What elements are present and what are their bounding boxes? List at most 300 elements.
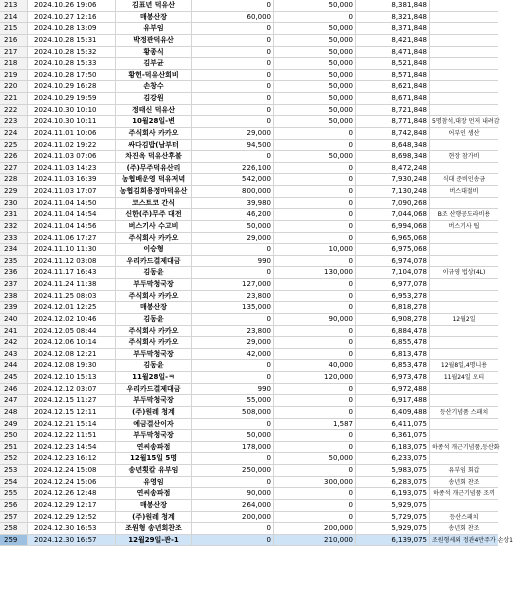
table-row[interactable] [0,372,498,384]
row-number[interactable]: 226 [0,151,28,163]
withdrawal-cell[interactable]: 29,000 [192,128,274,140]
balance-cell[interactable]: 6,361,075 [356,430,430,442]
deposit-cell[interactable]: 40,000 [274,360,356,372]
row-number[interactable]: 252 [0,453,28,465]
row-number[interactable]: 251 [0,442,28,454]
date-cell[interactable]: 2024.10.27 12:16 [28,12,116,24]
row-number[interactable]: 233 [0,233,28,245]
date-cell[interactable]: 2024.12.15 12:11 [28,407,116,419]
deposit-cell[interactable]: 50,000 [274,70,356,82]
balance-cell[interactable]: 5,983,075 [356,465,430,477]
note-cell[interactable] [430,23,498,35]
deposit-cell[interactable]: 130,000 [274,267,356,279]
table-row[interactable] [0,163,498,175]
description-cell[interactable]: (주)무주덕유산리 [116,163,192,175]
note-cell[interactable] [430,163,498,175]
description-cell[interactable]: 황종식 [116,47,192,59]
description-cell[interactable]: 매봉산장 [116,12,192,24]
balance-cell[interactable]: 6,139,075 [356,535,430,547]
balance-cell[interactable]: 8,472,248 [356,163,430,175]
row-number[interactable]: 248 [0,407,28,419]
deposit-cell[interactable]: 0 [274,430,356,442]
date-cell[interactable]: 2024.11.04 14:54 [28,209,116,221]
date-cell[interactable]: 2024.12.30 16:57 [28,535,116,547]
note-cell[interactable]: B조 산행공도라비용 [430,209,498,221]
balance-cell[interactable]: 8,742,848 [356,128,430,140]
note-cell[interactable]: 유부임 회갑 [430,465,498,477]
balance-cell[interactable]: 8,521,848 [356,58,430,70]
row-number[interactable]: 217 [0,47,28,59]
description-cell[interactable]: 차진옥 덕유산후불 [116,151,192,163]
deposit-cell[interactable]: 50,000 [274,35,356,47]
table-row[interactable] [0,291,498,303]
table-row[interactable] [0,349,498,361]
table-row[interactable] [0,419,498,431]
date-cell[interactable]: 2024.12.02 10:46 [28,314,116,326]
balance-cell[interactable]: 6,973,478 [356,372,430,384]
description-cell[interactable]: 주식회사 카카오 [116,128,192,140]
note-cell[interactable] [430,337,498,349]
note-cell[interactable] [430,384,498,396]
withdrawal-cell[interactable]: 542,000 [192,174,274,186]
withdrawal-cell[interactable]: 990 [192,256,274,268]
row-number[interactable]: 222 [0,105,28,117]
date-cell[interactable]: 2024.12.10 15:13 [28,372,116,384]
note-cell[interactable]: 현장 참가비 [430,151,498,163]
table-row[interactable] [0,35,498,47]
deposit-cell[interactable]: 200,000 [274,523,356,535]
table-row[interactable] [0,523,498,535]
description-cell[interactable]: 김부균 [116,58,192,70]
description-cell[interactable]: 11월28일-ㅋ [116,372,192,384]
description-cell[interactable]: 조원형 송년회찬조 [116,523,192,535]
deposit-cell[interactable]: 50,000 [274,58,356,70]
withdrawal-cell[interactable]: 0 [192,419,274,431]
date-cell[interactable]: 2024.10.29 16:28 [28,81,116,93]
table-row[interactable] [0,12,498,24]
balance-cell[interactable]: 8,648,348 [356,140,430,152]
table-row[interactable] [0,488,498,500]
note-cell[interactable] [430,81,498,93]
note-cell[interactable] [430,0,498,12]
date-cell[interactable]: 2024.12.29 12:52 [28,512,116,524]
row-number[interactable]: 234 [0,244,28,256]
deposit-cell[interactable]: 1,587 [274,419,356,431]
balance-cell[interactable]: 6,283,075 [356,477,430,489]
deposit-cell[interactable]: 0 [274,209,356,221]
date-cell[interactable]: 2024.11.06 17:27 [28,233,116,245]
note-cell[interactable] [430,140,498,152]
withdrawal-cell[interactable]: 226,100 [192,163,274,175]
balance-cell[interactable]: 8,421,848 [356,35,430,47]
balance-cell[interactable]: 5,729,075 [356,512,430,524]
description-cell[interactable]: 농협배운영 덕유저녁 [116,174,192,186]
table-row[interactable] [0,140,498,152]
table-row[interactable] [0,512,498,524]
description-cell[interactable]: 주식회사 카카오 [116,326,192,338]
date-cell[interactable]: 2024.10.26 19:06 [28,0,116,12]
description-cell[interactable]: 손창수 [116,81,192,93]
description-cell[interactable]: 유영임 [116,477,192,489]
row-number[interactable]: 213 [0,0,28,12]
date-cell[interactable]: 2024.10.28 15:31 [28,35,116,47]
date-cell[interactable]: 2024.11.03 07:06 [28,151,116,163]
date-cell[interactable]: 2024.11.02 19:22 [28,140,116,152]
deposit-cell[interactable]: 0 [274,337,356,349]
note-cell[interactable]: 송년회 찬조 [430,477,498,489]
withdrawal-cell[interactable]: 0 [192,81,274,93]
description-cell[interactable]: 주식회사 카카오 [116,233,192,245]
note-cell[interactable] [430,302,498,314]
deposit-cell[interactable]: 0 [274,349,356,361]
date-cell[interactable]: 2024.11.10 11:30 [28,244,116,256]
withdrawal-cell[interactable]: 200,000 [192,512,274,524]
balance-cell[interactable]: 6,965,068 [356,233,430,245]
row-number[interactable]: 221 [0,93,28,105]
withdrawal-cell[interactable]: 0 [192,360,274,372]
withdrawal-cell[interactable]: 264,000 [192,500,274,512]
date-cell[interactable]: 2024.12.01 12:25 [28,302,116,314]
withdrawal-cell[interactable]: 23,800 [192,291,274,303]
deposit-cell[interactable]: 90,000 [274,314,356,326]
note-cell[interactable]: 11월24일 오티 [430,372,498,384]
withdrawal-cell[interactable]: 127,000 [192,279,274,291]
row-number[interactable]: 229 [0,186,28,198]
balance-cell[interactable]: 8,621,848 [356,81,430,93]
withdrawal-cell[interactable]: 800,000 [192,186,274,198]
note-cell[interactable] [430,326,498,338]
table-row[interactable] [0,360,498,372]
withdrawal-cell[interactable]: 178,000 [192,442,274,454]
note-cell[interactable] [430,395,498,407]
withdrawal-cell[interactable]: 0 [192,116,274,128]
row-number[interactable]: 232 [0,221,28,233]
date-cell[interactable]: 2024.10.28 15:32 [28,47,116,59]
table-row[interactable] [0,407,498,419]
table-row[interactable] [0,58,498,70]
note-cell[interactable] [430,430,498,442]
deposit-cell[interactable]: 0 [274,395,356,407]
balance-cell[interactable]: 7,044,068 [356,209,430,221]
row-number[interactable]: 236 [0,267,28,279]
description-cell[interactable]: 부두막청국장 [116,395,192,407]
table-row[interactable] [0,221,498,233]
date-cell[interactable]: 2024.12.24 15:06 [28,477,116,489]
description-cell[interactable]: 주식회사 카카오 [116,337,192,349]
description-cell[interactable]: 싸다김밥(남부터 [116,140,192,152]
table-row[interactable] [0,477,498,489]
note-cell[interactable]: 어부인 생산 [430,128,498,140]
date-cell[interactable]: 2024.10.30 10:11 [28,116,116,128]
deposit-cell[interactable]: 0 [274,500,356,512]
description-cell[interactable]: 매봉산장 [116,302,192,314]
withdrawal-cell[interactable]: 0 [192,0,274,12]
note-cell[interactable] [430,58,498,70]
withdrawal-cell[interactable]: 0 [192,47,274,59]
table-row[interactable] [0,337,498,349]
row-number[interactable]: 244 [0,360,28,372]
balance-cell[interactable]: 8,721,848 [356,105,430,117]
row-number[interactable]: 230 [0,198,28,210]
note-cell[interactable] [430,244,498,256]
table-row[interactable] [0,186,498,198]
balance-cell[interactable]: 5,929,075 [356,523,430,535]
date-cell[interactable]: 2024.11.17 16:43 [28,267,116,279]
row-number[interactable]: 257 [0,512,28,524]
balance-cell[interactable]: 6,853,478 [356,360,430,372]
note-cell[interactable]: 송년회 찬조 [430,523,498,535]
table-row[interactable] [0,23,498,35]
note-cell[interactable] [430,47,498,59]
withdrawal-cell[interactable]: 29,000 [192,337,274,349]
description-cell[interactable]: 부두막청국장 [116,430,192,442]
deposit-cell[interactable]: 0 [274,12,356,24]
withdrawal-cell[interactable]: 55,000 [192,395,274,407]
table-row[interactable] [0,442,498,454]
table-row[interactable] [0,465,498,477]
balance-cell[interactable]: 6,233,075 [356,453,430,465]
deposit-cell[interactable]: 50,000 [274,47,356,59]
balance-cell[interactable]: 6,855,478 [356,337,430,349]
date-cell[interactable]: 2024.11.04 14:50 [28,198,116,210]
deposit-cell[interactable]: 0 [274,291,356,303]
deposit-cell[interactable]: 0 [274,186,356,198]
deposit-cell[interactable]: 0 [274,442,356,454]
withdrawal-cell[interactable]: 50,000 [192,221,274,233]
date-cell[interactable]: 2024.11.25 08:03 [28,291,116,303]
withdrawal-cell[interactable]: 0 [192,58,274,70]
withdrawal-cell[interactable]: 0 [192,244,274,256]
description-cell[interactable]: 버스기사 수고비 [116,221,192,233]
deposit-cell[interactable]: 0 [274,174,356,186]
balance-cell[interactable]: 6,994,068 [356,221,430,233]
date-cell[interactable]: 2024.11.03 14:23 [28,163,116,175]
withdrawal-cell[interactable]: 50,000 [192,430,274,442]
deposit-cell[interactable]: 0 [274,384,356,396]
description-cell[interactable]: (주)원레 청계 [116,407,192,419]
table-row[interactable] [0,70,498,82]
description-cell[interactable]: 주식회사 카카오 [116,291,192,303]
description-cell[interactable]: 김강원 [116,93,192,105]
withdrawal-cell[interactable]: 0 [192,535,274,547]
balance-cell[interactable]: 8,381,848 [356,0,430,12]
note-cell[interactable] [430,256,498,268]
withdrawal-cell[interactable]: 0 [192,477,274,489]
note-cell[interactable] [430,279,498,291]
description-cell[interactable]: 농협김희용정마덕유산 [116,186,192,198]
deposit-cell[interactable]: 0 [274,512,356,524]
table-row[interactable] [0,326,498,338]
description-cell[interactable]: (주)원레 청계 [116,512,192,524]
description-cell[interactable]: 김동윤 [116,360,192,372]
balance-cell[interactable]: 6,409,488 [356,407,430,419]
date-cell[interactable]: 2024.12.22 11:51 [28,430,116,442]
balance-cell[interactable]: 6,908,278 [356,314,430,326]
withdrawal-cell[interactable]: 0 [192,523,274,535]
row-number[interactable]: 228 [0,174,28,186]
deposit-cell[interactable]: 0 [274,163,356,175]
description-cell[interactable]: 신한(주)무주 대전 [116,209,192,221]
description-cell[interactable]: 매봉산장 [116,500,192,512]
date-cell[interactable]: 2024.11.01 10:06 [28,128,116,140]
date-cell[interactable]: 2024.11.03 17:07 [28,186,116,198]
note-cell[interactable]: 식대 준비인송금 [430,174,498,186]
date-cell[interactable]: 2024.11.03 16:39 [28,174,116,186]
row-number[interactable]: 238 [0,291,28,303]
note-cell[interactable] [430,198,498,210]
withdrawal-cell[interactable]: 42,000 [192,349,274,361]
description-cell[interactable]: 부두막청국장 [116,279,192,291]
description-cell[interactable]: 12월15일 5명 [116,453,192,465]
description-cell[interactable]: 송년횟칼 유부임 [116,465,192,477]
description-cell[interactable]: 김동윤 [116,314,192,326]
balance-cell[interactable]: 8,571,848 [356,70,430,82]
row-number[interactable]: 245 [0,372,28,384]
deposit-cell[interactable]: 50,000 [274,453,356,465]
date-cell[interactable]: 2024.10.28 17:50 [28,70,116,82]
withdrawal-cell[interactable]: 508,000 [192,407,274,419]
date-cell[interactable]: 2024.12.06 10:14 [28,337,116,349]
row-number[interactable]: 216 [0,35,28,47]
deposit-cell[interactable]: 0 [274,140,356,152]
note-cell[interactable] [430,349,498,361]
row-number[interactable]: 219 [0,70,28,82]
withdrawal-cell[interactable]: 29,000 [192,233,274,245]
deposit-cell[interactable]: 50,000 [274,93,356,105]
note-cell[interactable]: 버스기사 팁 [430,221,498,233]
deposit-cell[interactable]: 0 [274,465,356,477]
deposit-cell[interactable]: 0 [274,488,356,500]
date-cell[interactable]: 2024.10.28 15:33 [28,58,116,70]
balance-cell[interactable]: 8,698,348 [356,151,430,163]
row-number[interactable]: 224 [0,128,28,140]
withdrawal-cell[interactable]: 250,000 [192,465,274,477]
deposit-cell[interactable]: 50,000 [274,151,356,163]
row-number[interactable]: 223 [0,116,28,128]
withdrawal-cell[interactable]: 94,500 [192,140,274,152]
table-row[interactable] [0,395,498,407]
note-cell[interactable]: 하종석 개근기념품 조끼 [430,488,498,500]
deposit-cell[interactable]: 50,000 [274,0,356,12]
row-number[interactable]: 259 [0,535,28,547]
note-cell[interactable]: 버스대절비 [430,186,498,198]
date-cell[interactable]: 2024.12.23 16:12 [28,453,116,465]
row-number[interactable]: 235 [0,256,28,268]
table-row[interactable] [0,116,498,128]
deposit-cell[interactable]: 50,000 [274,105,356,117]
row-number[interactable]: 218 [0,58,28,70]
row-number[interactable]: 225 [0,140,28,152]
description-cell[interactable]: 우리카드결제대금 [116,256,192,268]
note-cell[interactable] [430,233,498,245]
balance-cell[interactable]: 6,972,488 [356,384,430,396]
description-cell[interactable]: 유부임 [116,23,192,35]
table-row[interactable] [0,500,498,512]
balance-cell[interactable]: 8,321,848 [356,12,430,24]
balance-cell[interactable]: 6,411,075 [356,419,430,431]
withdrawal-cell[interactable]: 46,200 [192,209,274,221]
row-number[interactable]: 256 [0,500,28,512]
date-cell[interactable]: 2024.12.30 16:53 [28,523,116,535]
row-number[interactable]: 247 [0,395,28,407]
withdrawal-cell[interactable]: 60,000 [192,12,274,24]
withdrawal-cell[interactable]: 0 [192,70,274,82]
balance-cell[interactable]: 8,671,848 [356,93,430,105]
date-cell[interactable]: 2024.12.05 08:44 [28,326,116,338]
table-row[interactable] [0,267,498,279]
balance-cell[interactable]: 6,884,478 [356,326,430,338]
deposit-cell[interactable]: 300,000 [274,477,356,489]
note-cell[interactable]: 등산기념품 스패치 [430,407,498,419]
note-cell[interactable] [430,35,498,47]
table-row[interactable] [0,314,498,326]
deposit-cell[interactable]: 0 [274,302,356,314]
description-cell[interactable]: 박정관덕유산 [116,35,192,47]
date-cell[interactable]: 2024.11.12 03:08 [28,256,116,268]
description-cell[interactable]: 10월28일-변 [116,116,192,128]
withdrawal-cell[interactable]: 23,800 [192,326,274,338]
deposit-cell[interactable]: 210,000 [274,535,356,547]
deposit-cell[interactable]: 0 [274,233,356,245]
row-number[interactable]: 246 [0,384,28,396]
table-row[interactable] [0,0,498,12]
table-row[interactable] [0,47,498,59]
table-row[interactable] [0,256,498,268]
note-cell[interactable] [430,93,498,105]
balance-cell[interactable]: 7,930,248 [356,174,430,186]
description-cell[interactable]: 연씨송파점 [116,488,192,500]
table-row[interactable] [0,279,498,291]
description-cell[interactable]: 황헌-덕유산회비 [116,70,192,82]
withdrawal-cell[interactable]: 0 [192,372,274,384]
note-cell[interactable] [430,291,498,303]
description-cell[interactable]: 코스트코 간식 [116,198,192,210]
date-cell[interactable]: 2024.12.21 15:14 [28,419,116,431]
deposit-cell[interactable]: 10,000 [274,244,356,256]
note-cell[interactable]: 이규영 법상(4L) [430,267,498,279]
date-cell[interactable]: 2024.11.04 14:56 [28,221,116,233]
row-number[interactable]: 220 [0,81,28,93]
row-number[interactable]: 239 [0,302,28,314]
row-number[interactable]: 250 [0,430,28,442]
balance-cell[interactable]: 7,104,078 [356,267,430,279]
balance-cell[interactable]: 6,974,078 [356,256,430,268]
deposit-cell[interactable]: 0 [274,221,356,233]
note-cell[interactable]: 조원형세외 정관4만주가 손상1 [430,535,498,547]
withdrawal-cell[interactable]: 39,980 [192,198,274,210]
row-number[interactable]: 240 [0,314,28,326]
deposit-cell[interactable]: 50,000 [274,81,356,93]
table-row[interactable] [0,209,498,221]
note-cell[interactable] [430,12,498,24]
description-cell[interactable]: 예금결산이자 [116,419,192,431]
withdrawal-cell[interactable]: 0 [192,105,274,117]
row-number[interactable]: 242 [0,337,28,349]
description-cell[interactable]: 김표년 덕유산 [116,0,192,12]
balance-cell[interactable]: 8,771,848 [356,116,430,128]
note-cell[interactable] [430,453,498,465]
row-number[interactable]: 253 [0,465,28,477]
row-number[interactable]: 231 [0,209,28,221]
date-cell[interactable]: 2024.10.29 19:59 [28,93,116,105]
table-row[interactable] [0,453,498,465]
balance-cell[interactable]: 8,371,848 [356,23,430,35]
row-number[interactable]: 258 [0,523,28,535]
row-number[interactable]: 227 [0,163,28,175]
note-cell[interactable] [430,105,498,117]
deposit-cell[interactable]: 0 [274,256,356,268]
note-cell[interactable] [430,70,498,82]
